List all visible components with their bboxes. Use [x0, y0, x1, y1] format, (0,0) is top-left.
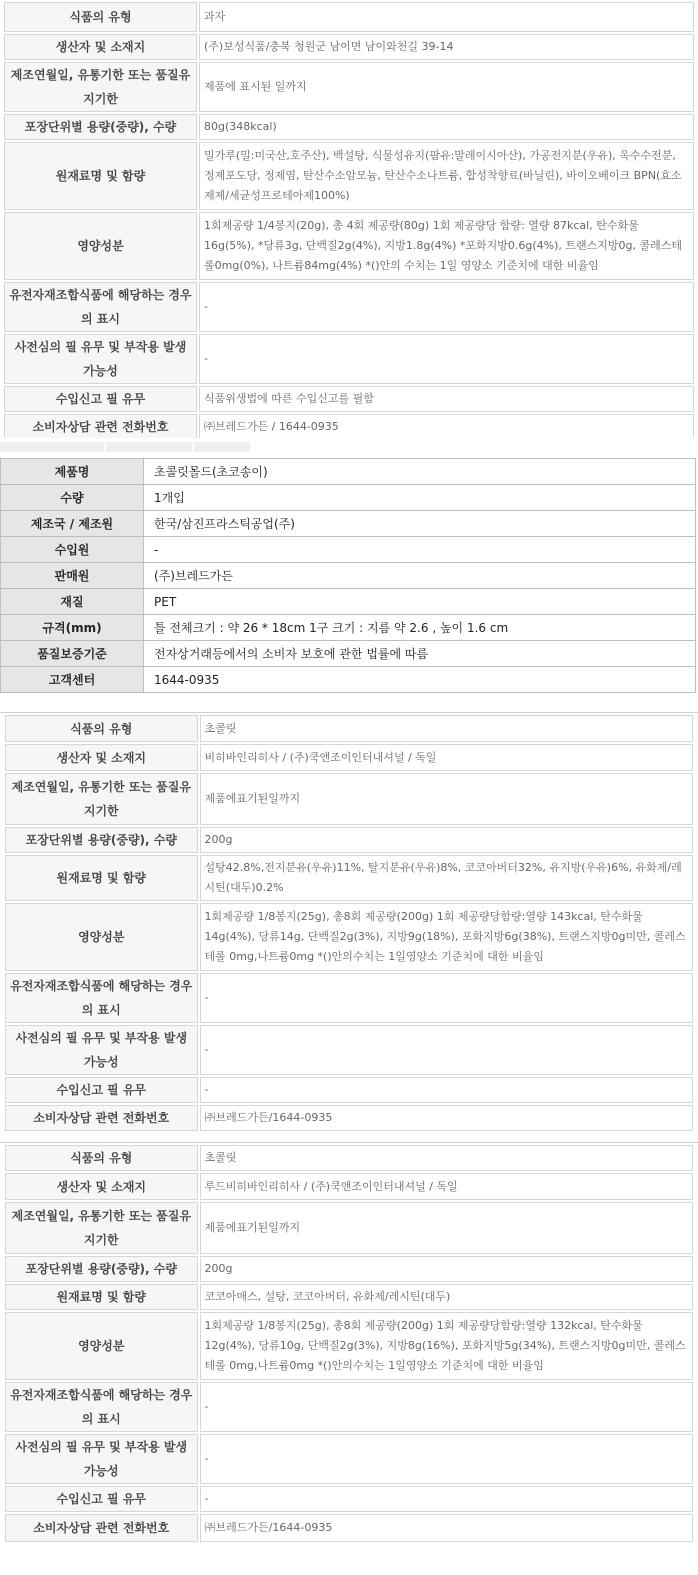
row-value: 과자 [199, 2, 694, 32]
row-value: - [200, 973, 693, 1023]
row-value: ㈜브레드가든 / 1644-0935 [199, 414, 694, 440]
row-label: 포장단위별 용량(중량), 수량 [5, 1256, 198, 1282]
row-value: 1회제공량 1/8봉지(25g), 총8회 제공량(200g) 1회 제공량당함량:열량 132kcal, 탄수화물 12g(4%), 당류10g, 단백질2g(3%), 지방8g(16%), 포화지방5g(34%), 트랜스지방0g미만, 콜레스테롤 0mg,나트륨0mg *()안의수치는 1일영양소 기준치에 대한 비율임 [200, 1312, 693, 1380]
row-value: 제품에표기된일까지 [200, 773, 693, 825]
row-value: ㈜브레드가든/1644-0935 [200, 1105, 693, 1131]
table-row [5, 1173, 693, 1200]
row-value: - [200, 1077, 693, 1103]
food-info-table-2 [0, 712, 698, 1133]
row-label: 사전심의 필 유무 및 부작용 발생 가능성 [5, 1025, 198, 1075]
row-value: 80g(348kcal) [199, 114, 694, 140]
row-label: 식품의 유형 [5, 715, 198, 742]
table-row [1, 615, 696, 641]
table-row [1, 459, 696, 485]
row-label: 제조연월일, 유통기한 또는 품질유지기한 [5, 1202, 198, 1254]
food-info-table-1 [0, 0, 698, 442]
table-row [4, 142, 694, 210]
row-value: 초콜릿몰드(초코송이) [144, 459, 696, 485]
row-value: 제품에 표시된 일까지 [199, 62, 694, 112]
divider [0, 438, 698, 452]
row-value: 200g [200, 1256, 693, 1282]
row-label: 제품명 [1, 459, 144, 485]
row-label: 수입신고 필 유무 [5, 1077, 198, 1103]
row-label: 수량 [1, 485, 144, 511]
row-label: 영양성분 [4, 212, 197, 280]
row-label: 제조연월일, 유통기한 또는 품질유지기한 [5, 773, 198, 825]
row-value: 제품에표기된일까지 [200, 1202, 693, 1254]
row-label: 수입원 [1, 537, 144, 563]
row-label: 규격(mm) [1, 615, 144, 641]
table-row [1, 641, 696, 667]
row-label: 제조국 / 제조원 [1, 511, 144, 537]
table-row [4, 414, 694, 440]
row-value: ㈜브레드가든/1644-0935 [200, 1514, 693, 1542]
table-row [5, 855, 693, 901]
row-value: 식품위생법에 따른 수입신고를 필함 [199, 386, 694, 412]
row-label: 사전심의 필 유무 및 부작용 발생 가능성 [5, 1434, 198, 1484]
table-row [1, 485, 696, 511]
table-row [4, 114, 694, 140]
row-value: 1개입 [144, 485, 696, 511]
table-row [1, 511, 696, 537]
row-value: - [199, 334, 694, 384]
row-label: 사전심의 필 유무 및 부작용 발생 가능성 [4, 334, 197, 384]
row-label: 수입신고 필 유무 [4, 386, 197, 412]
table-row [1, 563, 696, 589]
table-row [4, 334, 694, 384]
table-row [4, 62, 694, 112]
row-label: 소비자상담 관련 전화번호 [4, 414, 197, 440]
row-value: - [200, 1025, 693, 1075]
row-value: - [200, 1486, 693, 1512]
table-row [1, 667, 696, 693]
row-label: 판매원 [1, 563, 144, 589]
row-label: 식품의 유형 [5, 1145, 198, 1171]
row-label: 포장단위별 용량(중량), 수량 [5, 827, 198, 853]
row-label: 생산자 및 소재지 [5, 1173, 198, 1200]
row-value: 전자상거래등에서의 소비자 보호에 관한 법률에 따름 [144, 641, 696, 667]
table-row [5, 1077, 693, 1103]
table-row [5, 715, 693, 742]
table-row [5, 827, 693, 853]
row-value: 코코아매스, 설탕, 코코아버터, 유화제/레시틴(대두) [200, 1284, 693, 1310]
row-value: - [144, 537, 696, 563]
row-label: 생산자 및 소재지 [5, 744, 198, 771]
row-label: 소비자상담 관련 전화번호 [5, 1105, 198, 1131]
row-label: 원재료명 및 함량 [5, 1284, 198, 1310]
table-row [5, 1382, 693, 1432]
table-row [5, 1025, 693, 1075]
table-row [4, 2, 694, 32]
row-value: - [200, 1382, 693, 1432]
table-row [5, 973, 693, 1023]
table-row [5, 744, 693, 771]
row-value: 밀가루(밀:미국산,호주산), 백설탕, 식물성유지(팜유:말레이시아산), 가공전지분(우유), 옥수수전분, 정제포도당, 정제염, 탄산수소암모늄, 탄산수소나트륨, 합성착향료(바닐린), 바이오베이크 BPN(효소제제/세균성프로테아제100%) [199, 142, 694, 210]
row-label: 유전자재조합식품에 해당하는 경우의 표시 [4, 282, 197, 332]
table-row [5, 1202, 693, 1254]
row-label: 식품의 유형 [4, 2, 197, 32]
row-label: 재질 [1, 589, 144, 615]
row-label: 영양성분 [5, 1312, 198, 1380]
row-label: 영양성분 [5, 903, 198, 971]
table-row [5, 903, 693, 971]
row-value: - [200, 1434, 693, 1484]
food-info-table-3 [0, 1142, 698, 1544]
row-label: 유전자재조합식품에 해당하는 경우의 표시 [5, 1382, 198, 1432]
row-label: 고객센터 [1, 667, 144, 693]
row-value: 초콜릿 [200, 715, 693, 742]
row-value: 1회제공량 1/4봉지(20g), 총 4회 제공량(80g) 1회 제공량당 함량: 열량 87kcal, 탄수화물 16g(5%), *당류3g, 단백질2g(4%), 지방1.8g(4%) *포화지방0.6g(4%), 트랜스지방0g, 콜레스테롤0mg(0%), 나트륨84mg(4%) *()안의 수치는 1일 영양소 기준치에 대한 비율임 [199, 212, 694, 280]
table-row [5, 1256, 693, 1282]
table-row [5, 1105, 693, 1131]
table-row [5, 1145, 693, 1171]
row-label: 수입신고 필 유무 [5, 1486, 198, 1512]
row-label: 원재료명 및 함량 [4, 142, 197, 210]
table-row [1, 537, 696, 563]
row-value: 틀 전체크기 : 약 26 * 18cm 1구 크기 : 지름 약 2.6 , 높이 1.6 cm [144, 615, 696, 641]
row-label: 소비자상담 관련 전화번호 [5, 1514, 198, 1542]
row-label: 유전자재조합식품에 해당하는 경우의 표시 [5, 973, 198, 1023]
table-row [4, 34, 694, 60]
row-value: (주)보성식품/충북 청원군 남이면 남이와천길 39-14 [199, 34, 694, 60]
row-label: 품질보증기준 [1, 641, 144, 667]
table-row [5, 1514, 693, 1542]
row-value: 루드비히바인리히사 / (주)쿡앤조이인터내셔널 / 독일 [200, 1173, 693, 1200]
row-label: 제조연월일, 유통기한 또는 품질유지기한 [4, 62, 197, 112]
row-value: 초콜릿 [200, 1145, 693, 1171]
row-label: 포장단위별 용량(중량), 수량 [4, 114, 197, 140]
row-value: PET [144, 589, 696, 615]
table-row [4, 282, 694, 332]
table-row [1, 589, 696, 615]
table-row [5, 1486, 693, 1512]
table-row [4, 212, 694, 280]
table-row [5, 1312, 693, 1380]
table-row [4, 386, 694, 412]
table-row [5, 1284, 693, 1310]
row-value: - [199, 282, 694, 332]
row-value: 비히바인리히사 / (주)쿡앤조이인터내셔널 / 독일 [200, 744, 693, 771]
table-row [5, 1434, 693, 1484]
row-value: 한국/삼진프라스틱공업(주) [144, 511, 696, 537]
row-value: 1회제공량 1/8봉지(25g), 총8회 제공량(200g) 1회 제공량당함량:열량 143kcal, 탄수화물 14g(4%), 당류14g, 단백질2g(3%), 지방9g(18%), 포화지방6g(38%), 트랜스지방0g미만, 콜레스테롤 0mg,나트륨0mg *()안의수치는 1일영양소 기준치에 대한 비율임 [200, 903, 693, 971]
row-value: 1644-0935 [144, 667, 696, 693]
row-label: 생산자 및 소재지 [4, 34, 197, 60]
row-value: 200g [200, 827, 693, 853]
row-label: 원재료명 및 함량 [5, 855, 198, 901]
table-row [5, 773, 693, 825]
product-info-table [0, 458, 696, 693]
row-value: 설탕42.8%,전지분유(우유)11%, 탈지분유(우유)8%, 코코아버터32%, 유지방(우유)6%, 유화제/레시틴(대두)0.2% [200, 855, 693, 901]
row-value: (주)브레드가든 [144, 563, 696, 589]
